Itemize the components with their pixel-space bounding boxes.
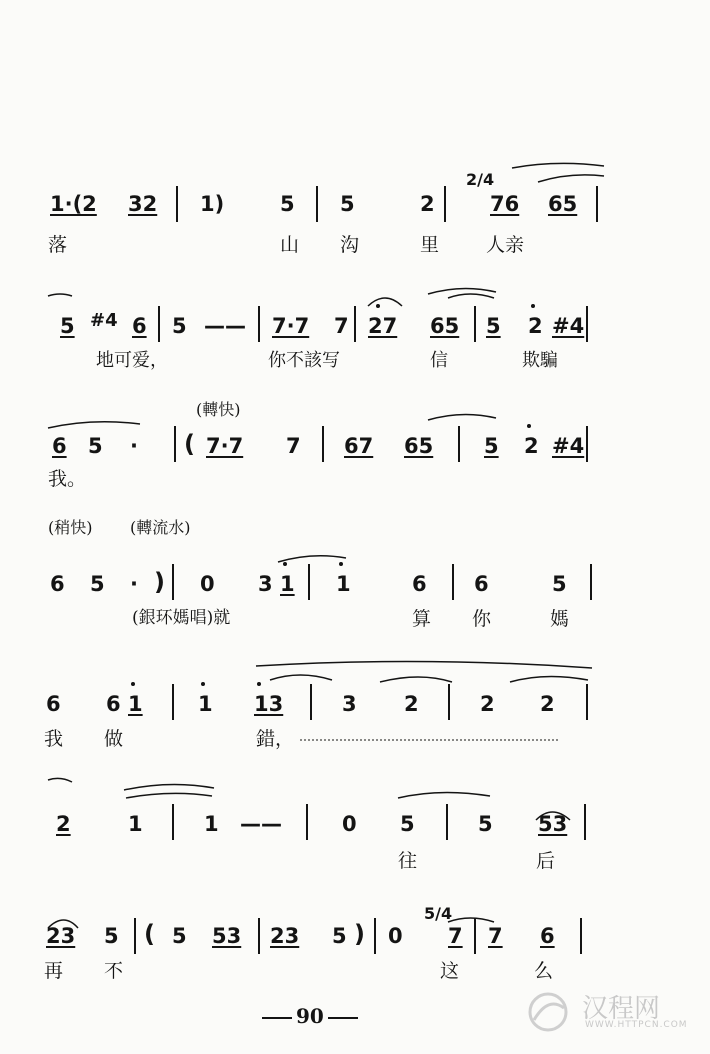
bar-line xyxy=(258,918,260,954)
note: 2 xyxy=(524,434,539,458)
note: 6 xyxy=(132,314,147,338)
lyric: 欺騙 xyxy=(522,350,558,371)
note: 1 xyxy=(336,572,351,596)
bar-line xyxy=(586,684,588,720)
lyric: 做 xyxy=(104,728,124,750)
paren-close: ) xyxy=(154,568,165,596)
lyric: 山 xyxy=(280,234,300,256)
lyric: 我。 xyxy=(48,468,87,490)
dot-duration: · xyxy=(130,434,138,458)
bar-line xyxy=(158,306,160,342)
bar-line xyxy=(134,918,136,954)
watermark-text: 汉程网 xyxy=(582,994,661,1024)
lyric: 往 xyxy=(398,850,418,872)
note: 1 xyxy=(198,692,213,716)
bar-line xyxy=(308,564,310,600)
note: 5 xyxy=(332,924,347,948)
bar-line xyxy=(316,186,318,222)
lyric: 里 xyxy=(420,234,440,256)
paren-close: ) xyxy=(354,920,365,948)
note-group: 7·7 xyxy=(272,314,310,338)
lyric: 媽 xyxy=(550,608,570,630)
bar-line xyxy=(452,564,454,600)
bar-line xyxy=(174,426,176,462)
lyric: 不 xyxy=(104,960,124,982)
note-group: 76 xyxy=(490,192,520,216)
bar-line xyxy=(172,684,174,720)
bar-line xyxy=(374,918,376,954)
note: 2 xyxy=(404,692,419,716)
note: #4 xyxy=(552,314,585,338)
note-group: 27 xyxy=(368,314,398,338)
note: 7 xyxy=(334,314,349,338)
lyric: 算 xyxy=(412,608,432,630)
note: 6 xyxy=(50,572,65,596)
note: 5 xyxy=(400,812,415,836)
bar-line xyxy=(448,684,450,720)
note: 7 xyxy=(448,924,463,948)
bar-line xyxy=(176,186,178,222)
bar-line xyxy=(474,306,476,342)
bar-line xyxy=(590,564,592,600)
lyric: 沟 xyxy=(340,234,360,256)
watermark-logo-icon xyxy=(520,986,576,1036)
lyric: 你 xyxy=(472,608,492,630)
note: 5 xyxy=(90,572,105,596)
lyric: (銀环媽唱)就 xyxy=(132,608,231,628)
bar-line xyxy=(446,804,448,840)
note: 2 xyxy=(480,692,495,716)
bar-line xyxy=(322,426,324,462)
tempo-annotation: (轉流水) xyxy=(130,518,191,537)
note: #4 xyxy=(90,310,118,331)
note: 5 xyxy=(60,314,75,338)
octave-dot xyxy=(201,682,205,686)
watermark-url: WWW.HTTPCN.COM xyxy=(585,1020,688,1030)
lyric: 这 xyxy=(440,960,460,982)
lyric: 你不該写 xyxy=(268,350,340,371)
bar-line xyxy=(458,426,460,462)
note-group: 23 xyxy=(270,924,300,948)
lyric: 人亲 xyxy=(486,234,525,256)
note-group: 65 xyxy=(548,192,578,216)
lyric: 地可爱， xyxy=(96,350,168,371)
octave-dot xyxy=(531,304,535,308)
note: 5 xyxy=(552,572,567,596)
note: 2 xyxy=(56,812,71,836)
note-group: 32 xyxy=(128,192,158,216)
lyric: 信 xyxy=(430,350,448,371)
lyric: 么 xyxy=(534,960,554,982)
bar-line xyxy=(584,804,586,840)
note: 3 xyxy=(258,572,273,596)
note-group: 53 xyxy=(538,812,568,836)
bar-line xyxy=(580,918,582,954)
note: 6 xyxy=(540,924,555,948)
note: 6 xyxy=(52,434,67,458)
time-signature: 2/4 xyxy=(466,170,495,189)
note: 2 xyxy=(528,314,543,338)
dash: —— xyxy=(204,314,246,338)
lyric: 再 xyxy=(44,960,64,982)
note-group: 53 xyxy=(212,924,242,948)
lyric: 錯， xyxy=(256,728,295,750)
note: 0 xyxy=(342,812,357,836)
bar-line xyxy=(258,306,260,342)
dot-duration: · xyxy=(130,572,138,596)
bar-line xyxy=(586,426,588,462)
note-group: 1) xyxy=(200,192,225,216)
note-group: 23 xyxy=(46,924,76,948)
octave-dot xyxy=(257,682,261,686)
note: 5 xyxy=(478,812,493,836)
note: 2 xyxy=(420,192,435,216)
note: #4 xyxy=(552,434,585,458)
note: 5 xyxy=(280,192,295,216)
note: 3 xyxy=(342,692,357,716)
octave-dot xyxy=(283,562,287,566)
note-group: 65 xyxy=(430,314,460,338)
bar-line xyxy=(354,306,356,342)
bar-line xyxy=(596,186,598,222)
note-group: 13 xyxy=(254,692,284,716)
note: 5 xyxy=(172,314,187,338)
note: 6 xyxy=(412,572,427,596)
note: 5 xyxy=(340,192,355,216)
note: 1 xyxy=(128,812,143,836)
note: 7 xyxy=(488,924,503,948)
page-number: 90 xyxy=(258,1004,362,1028)
lyric: 我 xyxy=(44,728,64,750)
dash: —— xyxy=(240,812,282,836)
note: 1 xyxy=(204,812,219,836)
note: 6 xyxy=(106,692,121,716)
note: 1 xyxy=(128,692,143,716)
note: 2 xyxy=(540,692,555,716)
bar-line xyxy=(586,306,588,342)
octave-dot xyxy=(527,424,531,428)
note: 6 xyxy=(46,692,61,716)
note: 5 xyxy=(88,434,103,458)
bar-line xyxy=(172,804,174,840)
note: 5 xyxy=(486,314,501,338)
octave-dot xyxy=(339,562,343,566)
lyric: 后 xyxy=(536,850,556,872)
note-group: 1·(2 xyxy=(50,192,97,216)
note: 0 xyxy=(200,572,215,596)
note: 5 xyxy=(484,434,499,458)
note: 0 xyxy=(388,924,403,948)
bar-line xyxy=(172,564,174,600)
bar-line xyxy=(306,804,308,840)
note-group: 65 xyxy=(404,434,434,458)
note: 7 xyxy=(286,434,301,458)
octave-dot xyxy=(131,682,135,686)
tempo-annotation: (轉快) xyxy=(196,400,241,419)
paren-open: ( xyxy=(144,920,155,948)
note: 5 xyxy=(172,924,187,948)
note: 6 xyxy=(474,572,489,596)
note: 5 xyxy=(104,924,119,948)
note-group: 67 xyxy=(344,434,374,458)
lyric: 落 xyxy=(48,234,68,256)
time-signature: 5/4 xyxy=(424,904,453,923)
bar-line xyxy=(310,684,312,720)
note-group: 7·7 xyxy=(206,434,244,458)
bar-line xyxy=(474,918,476,954)
bar-line xyxy=(444,186,446,222)
tempo-annotation: (稍快) xyxy=(48,518,93,537)
octave-dot xyxy=(376,304,380,308)
paren-open: ( xyxy=(184,430,195,458)
note: 1 xyxy=(280,572,295,596)
